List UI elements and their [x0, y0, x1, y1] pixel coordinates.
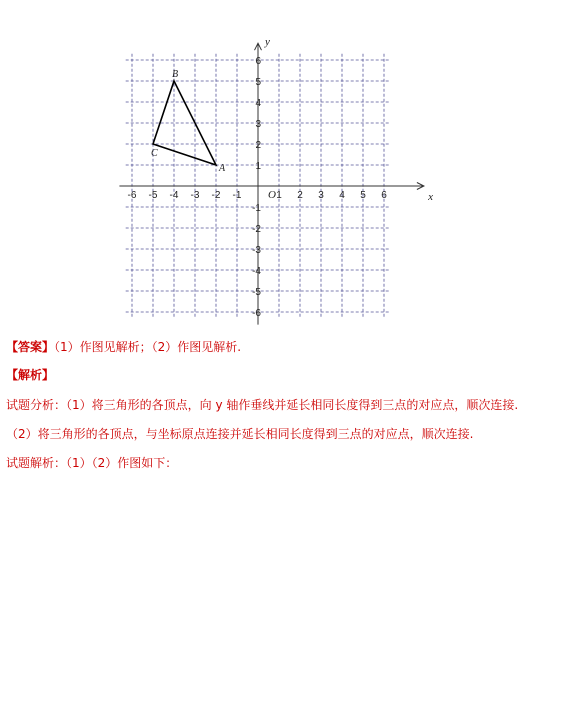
x-tick-label: -3 [190, 190, 200, 201]
y-tick-label: 4 [255, 98, 261, 109]
x-tick-label: 1 [276, 190, 282, 201]
x-tick-label: -4 [169, 190, 179, 201]
x-tick-label: -6 [127, 190, 137, 201]
answer-heading: 【答案】 [6, 340, 55, 354]
x-tick-label: 3 [318, 190, 324, 201]
analysis-heading: 【解析】 [6, 368, 55, 382]
tick-labels [128, 56, 388, 319]
analysis-line-3: 试题解析：（1）（2）作图如下： [6, 456, 178, 470]
y-tick-label: 6 [255, 56, 261, 67]
y-tick-label: -5 [252, 287, 261, 298]
y-tick-label: 2 [255, 140, 261, 151]
x-tick-label: -5 [148, 190, 158, 201]
x-tick-label: 4 [339, 190, 345, 201]
y-tick-label: -4 [252, 266, 261, 277]
vertex-label-c: C [151, 148, 158, 159]
answer-line [6, 338, 241, 355]
x-tick-label: 5 [360, 190, 366, 201]
x-tick-label: 2 [297, 190, 303, 201]
origin-label: O [268, 189, 276, 201]
analysis-line-2: （2）将三角形的各顶点，与坐标原点连接并延长相同长度得到三点的对应点，顺次连接. [6, 427, 474, 441]
y-tick-label: -6 [252, 308, 261, 319]
x-tick-label: 6 [381, 190, 387, 201]
x-axis-label: x [428, 191, 433, 203]
y-tick-label: 3 [255, 119, 261, 130]
y-tick-label: -1 [252, 203, 261, 214]
vertex-label-a: A [219, 163, 226, 174]
y-tick-label: -3 [252, 245, 261, 256]
triangle-abc [151, 69, 226, 174]
y-tick-label: -2 [252, 224, 261, 235]
coordinate-axes [119, 43, 424, 324]
y-tick-label: 1 [255, 161, 261, 172]
answer-text: （1）作图见解析；（2）作图见解析. [54, 340, 242, 354]
y-axis-label: y [265, 36, 270, 49]
x-tick-label: -1 [232, 190, 242, 201]
vertex-label-b: B [172, 69, 179, 80]
x-tick-label: -2 [211, 190, 221, 201]
analysis-heading-line [6, 366, 54, 383]
y-tick-label: 5 [255, 77, 261, 88]
coordinate-grid-figure [0, 0, 563, 330]
analysis-line-1: 试题分析：（1）将三角形的各顶点，向 y 轴作垂线并延长相同长度得到三点的对应点，顺次连接. [6, 398, 519, 412]
